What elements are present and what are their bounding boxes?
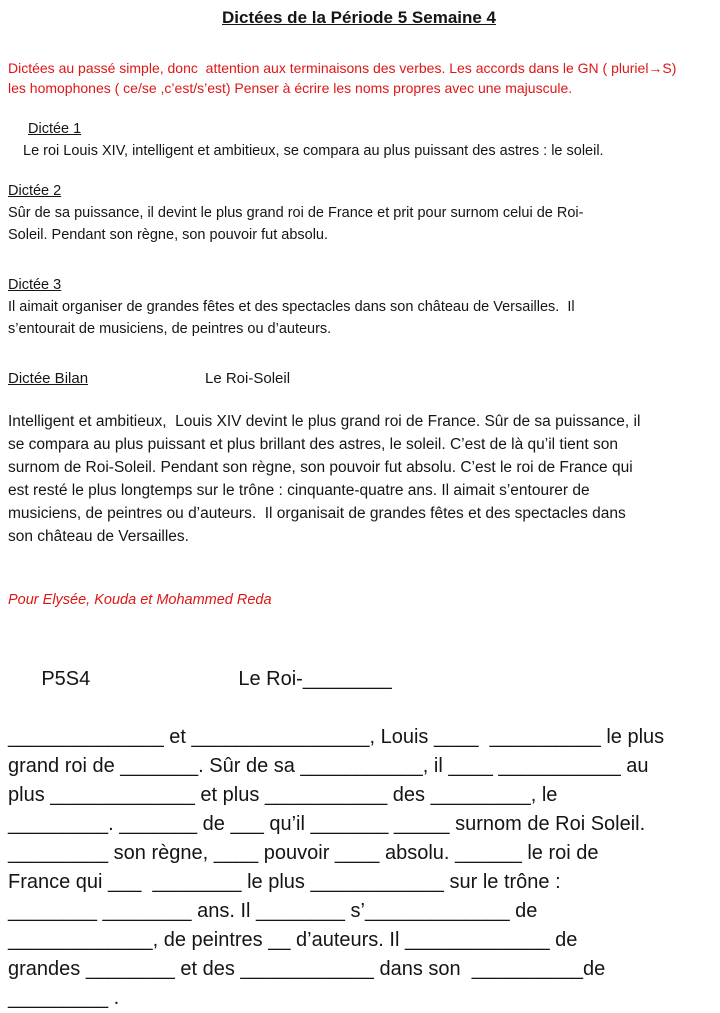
note-line-2: les homophones ( ce/se ,c’est/s’est) Penser à écrire les noms propres avec une majuscule.	[8, 80, 573, 96]
section-dictee-bilan-header	[8, 368, 710, 390]
exercise-blank-line: grandes ________ et des ____________ dans son __________de	[8, 958, 606, 980]
bilan-text-line: surnom de Roi-Soleil. Pendant son règne, son pouvoir fut absolu. C’est le roi de France qui	[8, 459, 633, 476]
bilan-heading-cell	[8, 368, 205, 390]
fill-in-exercise	[8, 636, 710, 1013]
exercise-code: P5S4	[41, 668, 91, 690]
exercise-blank-line: France qui ___ ________ le plus ____________ sur le trône :	[8, 871, 561, 893]
bilan-text-line: Intelligent et ambitieux, Louis XIV devint le plus grand roi de France. Sûr de sa puissance, il	[8, 413, 641, 430]
document-title: Dictées de la Période 5 Semaine 4	[221, 8, 497, 27]
instructions-note	[8, 58, 710, 98]
exercise-blank-line: _____________, de peintres __ d’auteurs. Il _____________ de	[8, 929, 578, 951]
bilan-text-line: musiciens, de peintres ou d’auteurs. Il organisait de grandes fêtes et des spectacles dans	[8, 505, 626, 522]
dictee-2-text-line: Soleil. Pendant son règne, son pouvoir fut absolu.	[8, 227, 329, 243]
exercise-blank-line: _________. _______ de ___ qu’il _______ _____ surnom de Roi Soleil.	[8, 813, 646, 835]
bilan-paragraph	[8, 410, 710, 548]
bilan-text-line: est resté le plus longtemps sur le trône : cinquante-quatre ans. Il aimait s’entourer de	[8, 482, 590, 499]
exercise-blank-line: plus _____________ et plus ___________ des _________, le	[8, 784, 558, 806]
exercise-blank-line: ______________ et ________________, Louis ____ __________ le plus	[8, 726, 665, 748]
dedication-note: Pour Elysée, Kouda et Mohammed Reda	[8, 592, 272, 608]
exercise-title-line	[8, 636, 710, 723]
dictee-1-heading: Dictée 1	[28, 121, 82, 137]
dictee-3-text-line: s’entourait de musiciens, de peintres ou d’auteurs.	[8, 321, 332, 337]
dictee-2-text-line: Sûr de sa puissance, il devint le plus grand roi de France et prit pour surnom celui de Roi-	[8, 205, 584, 221]
dictee-1-text: Le roi Louis XIV, intelligent et ambitieux, se compara au plus puissant des astres : le soleil.	[23, 143, 604, 159]
bilan-text-line: son château de Versailles.	[8, 528, 189, 545]
note-line-1: Dictées au passé simple, donc attention aux terminaisons des verbes. Les accords dans le GN ( pluriel→S)	[8, 60, 677, 76]
exercise-blank-line: grand roi de _______. Sûr de sa ___________, il ____ ___________ au	[8, 755, 649, 777]
section-dictee-1	[8, 118, 710, 162]
dictee-3-text-line: Il aimait organiser de grandes fêtes et des spectacles dans son château de Versailles. Il	[8, 299, 575, 315]
exercise-blank-line: _________ son règne, ____ pouvoir ____ absolu. ______ le roi de	[8, 842, 599, 864]
bilan-text-line: se compara au plus puissant et plus brillant des astres, le soleil. C’est de là qu’il tient son	[8, 436, 618, 453]
section-dictee-3	[8, 274, 710, 340]
exercise-blank-line: ________ ________ ans. Il ________ s’_____________ de	[8, 900, 538, 922]
dictee-2-heading: Dictée 2	[8, 183, 62, 199]
dictee-3-heading: Dictée 3	[8, 277, 62, 293]
bilan-heading: Dictée Bilan	[8, 370, 89, 387]
exercise-blank-line: _________ .	[8, 987, 120, 1009]
bilan-subtitle: Le Roi-Soleil	[205, 370, 291, 387]
section-dictee-2	[8, 180, 710, 246]
exercise-title-blank: Le Roi-________	[238, 668, 392, 690]
